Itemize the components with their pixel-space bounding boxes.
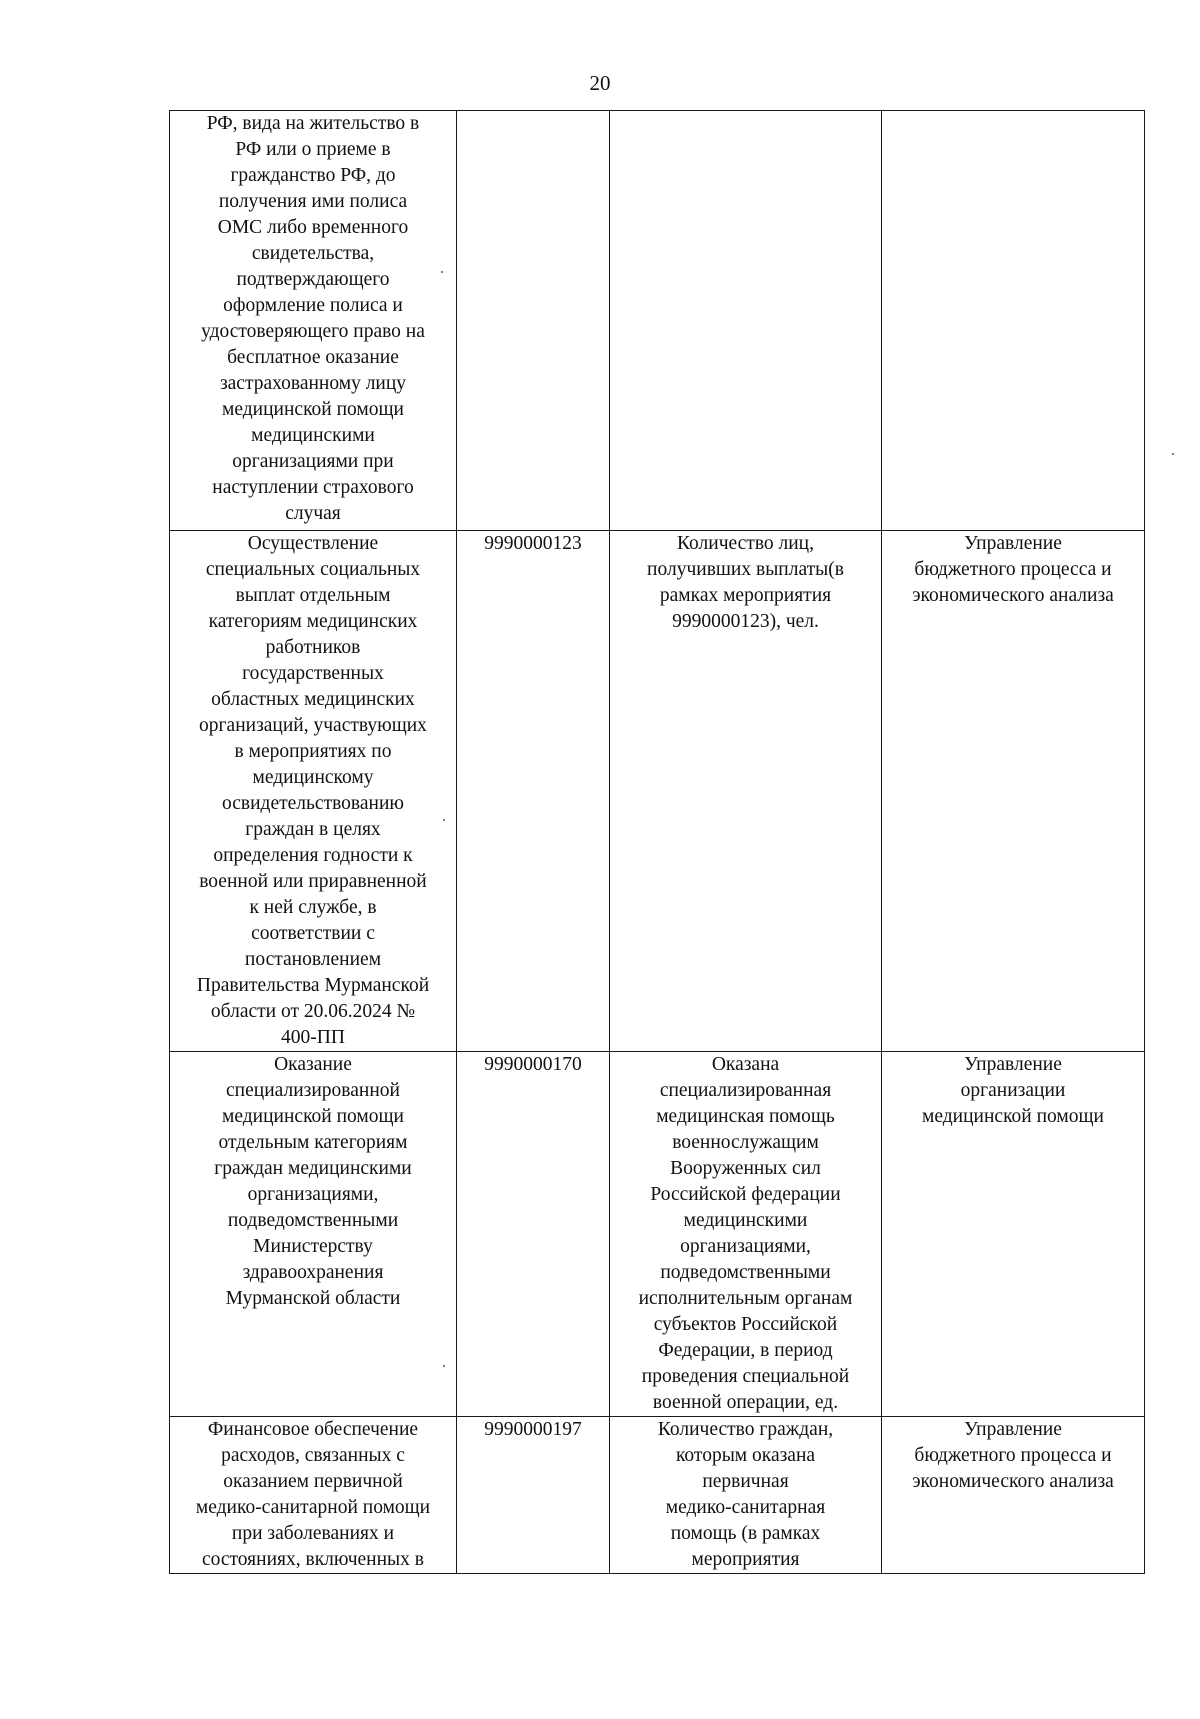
indicator-cell [610,111,882,531]
scan-speck [441,271,443,273]
event-cell: Осуществление специальных социальных выплат отдельным категориям медицинских работников государственных областных медицинских организаций, участвующих в мероприятиях по медицинскому освидетельствованию граждан в целях определения годности к военной или приравненной к ней службе, в соответствии с постановлением Правительства Мурманской области от 20.06.2024 № 400-ПП [170,531,457,1052]
event-cell: Оказание специализированной медицинской помощи отдельным категориям граждан медицинскими организациями, подведомственными Министерству здравоохранения Мурманской области [170,1052,457,1417]
event-cell: РФ, вида на жительство в РФ или о приеме в гражданство РФ, до получения ими полиса ОМС либо временного свидетельства, подтверждающего оформление полиса и удостоверяющего право на бесплатное оказание застрахованному лицу медицинской помощи медицинскими организациями при наступлении страхового случая [170,111,457,531]
department-cell: Управление организации медицинской помощи [882,1052,1145,1417]
scan-speck [1172,453,1174,455]
table-row [170,1052,1145,1417]
code-cell: 9990000123 [457,531,610,1052]
table-row [170,1417,1145,1574]
scan-speck [443,819,445,821]
code-cell [457,111,610,531]
code-cell: 9990000170 [457,1052,610,1417]
table-row [170,111,1145,531]
indicator-cell: Количество граждан, которым оказана первичная медико-санитарная помощь (в рамках мероприятия [610,1417,882,1574]
indicator-cell: Количество лиц, получивших выплаты(в рамках мероприятия 9990000123), чел. [610,531,882,1052]
measures-table [169,110,1145,1574]
table-row [170,531,1145,1052]
code-cell: 9990000197 [457,1417,610,1574]
department-cell: Управление бюджетного процесса и экономического анализа [882,1417,1145,1574]
event-cell: Финансовое обеспечение расходов, связанных с оказанием первичной медико-санитарной помощи при заболеваниях и состояниях, включенных в [170,1417,457,1574]
indicator-cell: Оказана специализированная медицинская помощь военнослужащим Вооруженных сил Российской федерации медицинскими организациями, подведомственными исполнительным органам субъектов Российской Федерации, в период проведения специальной военной операции, ед. [610,1052,882,1417]
page-number: 20 [589,71,611,95]
scan-speck [443,1365,445,1367]
department-cell [882,111,1145,531]
department-cell: Управление бюджетного процесса и экономического анализа [882,531,1145,1052]
